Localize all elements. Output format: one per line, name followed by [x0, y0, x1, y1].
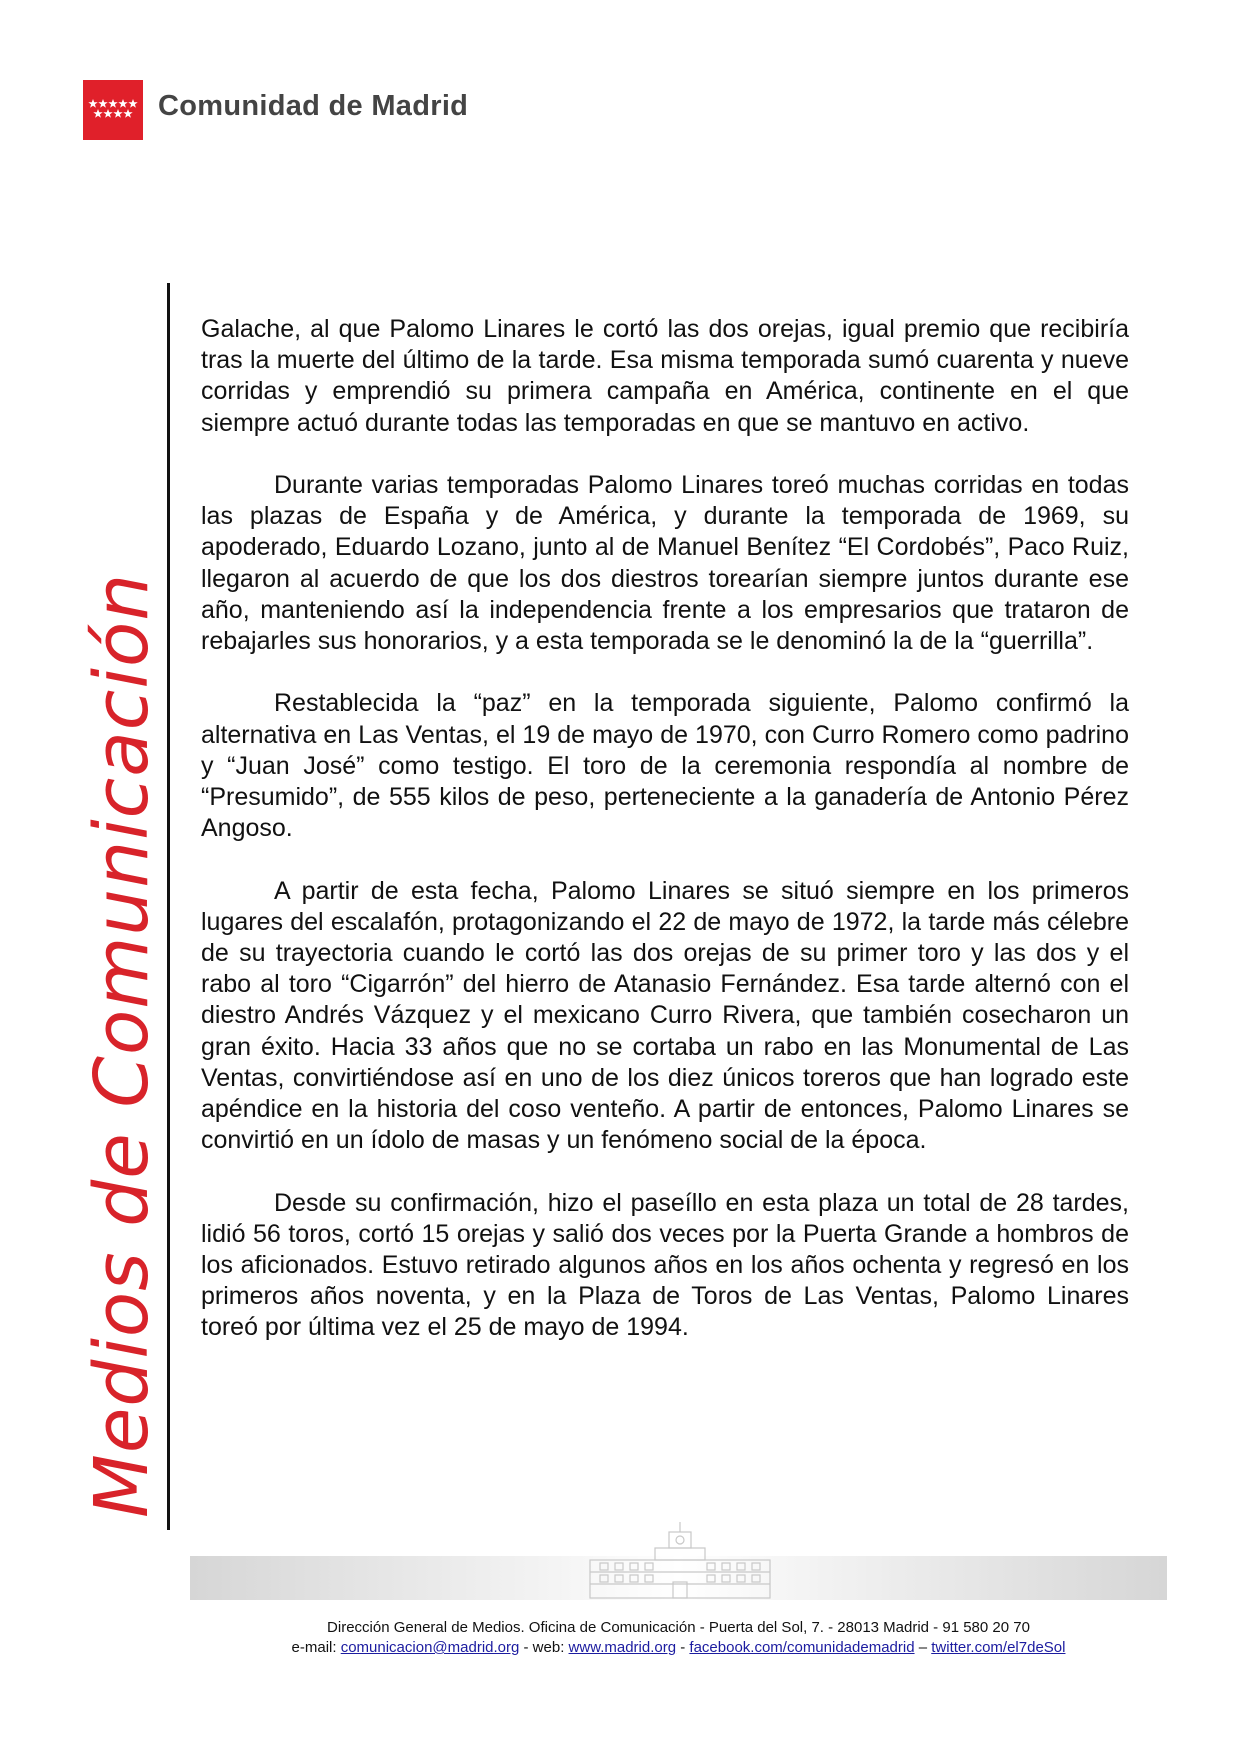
web-link[interactable]: www.madrid.org [568, 1639, 677, 1656]
footer-contact [190, 1618, 1167, 1658]
section-title: Medios de Comunicación [79, 572, 165, 1518]
separator: – [914, 1639, 932, 1656]
paragraph: Desde su confirmación, hizo el paseíllo en esta plaza un total de 28 tardes, lidió 56 toros, cortó 15 orejas y salió dos veces por la Puerta Grande a hombros de los aficionados. Estuvo retirado algunos años en los años ochenta y regresó en los primeros años noventa, y en la Plaza de Toros de Las Ventas, Palomo Linares toreó por última vez el 25 de mayo de 1994. [201, 1188, 1129, 1342]
logo-flag [83, 80, 143, 140]
footer-links [190, 1638, 1167, 1658]
article-body [201, 314, 1129, 1375]
web-label: - web: [519, 1639, 569, 1656]
paragraph: Galache, al que Palomo Linares le cortó las dos orejas, igual premio que recibiría tras la muerte del último de la tarde. Esa misma temporada sumó cuarenta y nueve corridas y emprendió su primera campaña en América, continente en el que siempre actuó durante todas las temporadas en que se mantuvo en activo. [201, 315, 1129, 437]
paragraph: Durante varias temporadas Palomo Linares toreó muchas corridas en todas las plazas de España y de América, y durante la temporada de 1969, su apoderado, Eduardo Lozano, junto al de Manuel Benítez “El Cordobés”, Paco Ruiz, llegaron al acuerdo de que los dos diestros torearían siempre juntos durante ese año, manteniendo así la independencia frente a los empresarios que trataron de rebajarles sus honorarios, y a esta temporada se le denominó la de la “guerrilla”. [201, 471, 1129, 656]
org-name: Comunidad de Madrid [158, 90, 469, 122]
paragraph: Restablecida la “paz” en la temporada siguiente, Palomo confirmó la alternativa en Las Ventas, el 19 de mayo de 1970, con Curro Romero como padrino y “Juan José” como testigo. El toro de la ceremonia respondía al nombre de “Presumido”, de 555 kilos de peso, perteneciente a la ganadería de Antonio Pérez Angoso. [201, 689, 1129, 843]
separator: - [676, 1639, 690, 1656]
footer-address: Dirección General de Medios. Oficina de Comunicación - Puerta del Sol, 7. - 28013 Madrid - 91 580 20 70 [327, 1619, 1030, 1636]
facebook-link[interactable]: facebook.com/comunidademadrid [689, 1639, 915, 1656]
vertical-divider [167, 283, 170, 1530]
stars-icon [83, 80, 143, 140]
building-icon [585, 1520, 775, 1600]
email-label: e-mail: [291, 1639, 341, 1656]
twitter-link[interactable]: twitter.com/el7deSol [931, 1639, 1066, 1656]
paragraph: A partir de esta fecha, Palomo Linares se situó siempre en los primeros lugares del escalafón, protagonizando el 22 de mayo de 1972, la tarde más célebre de su trayectoria cuando le cortó las dos orejas de su primer toro y las dos y el rabo al toro “Cigarrón” del hierro de Atanasio Fernández. Esa tarde alternó con el diestro Andrés Vázquez y el mexicano Curro Rivera, que también cosecharon un gran éxito. Hacia 33 años que no se cortaba un rabo en las Monumental de Las Ventas, convirtiéndose así en uno de los diez únicos toreros que han logrado este apéndice en la historia del coso venteño. A partir de entonces, Palomo Linares se convirtió en un ídolo de masas y un fenómeno social de la época. [201, 876, 1129, 1155]
email-link[interactable]: comunicacion@madrid.org [340, 1639, 520, 1656]
